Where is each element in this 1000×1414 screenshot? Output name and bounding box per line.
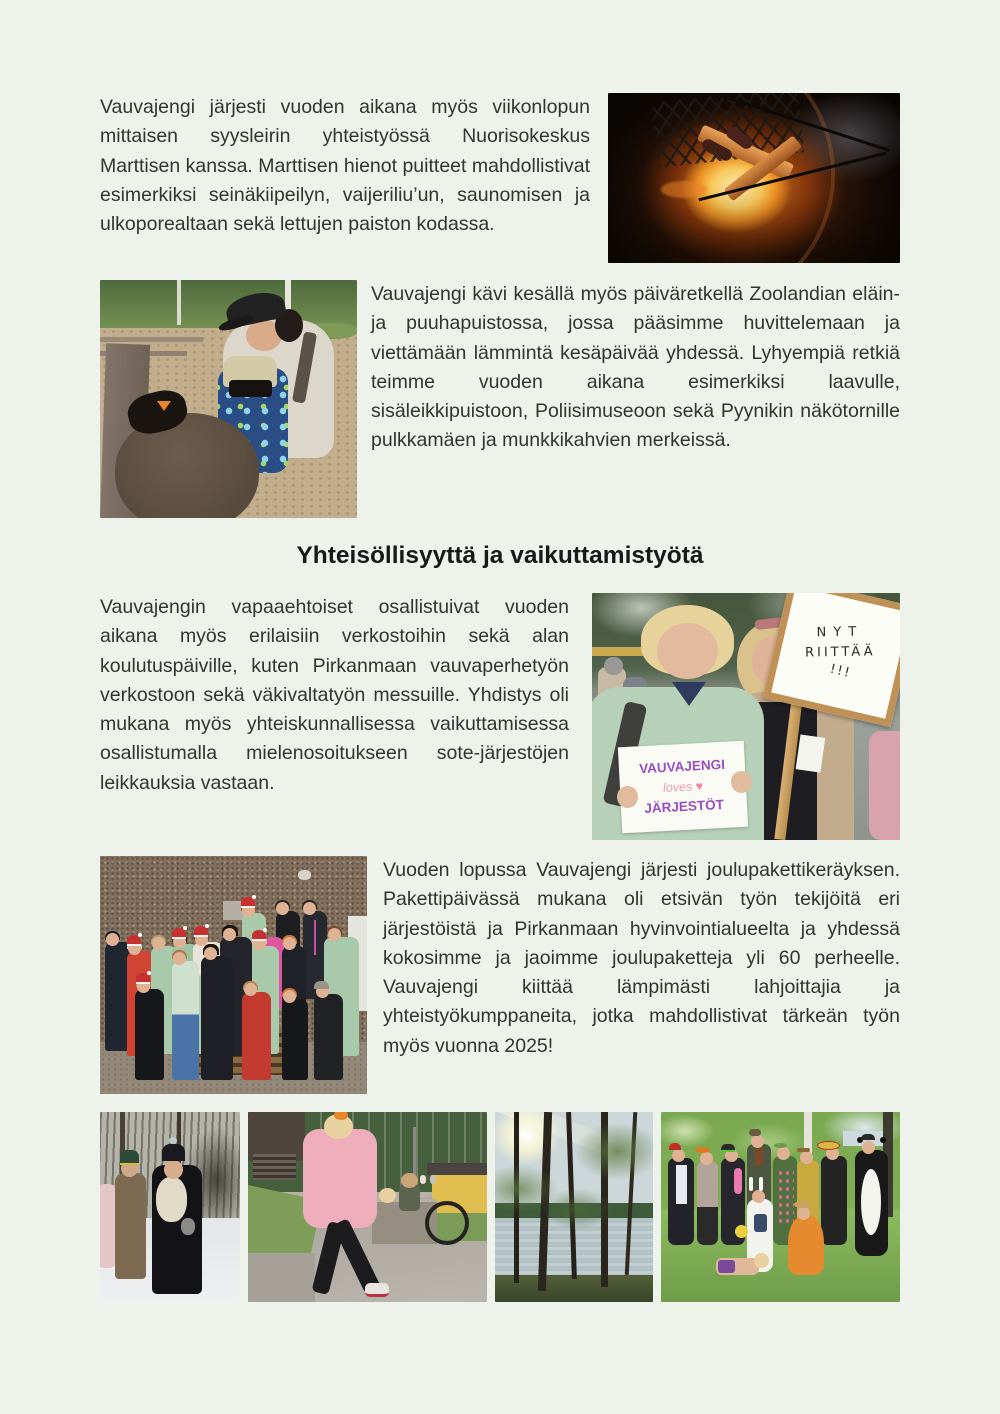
group-figure (314, 994, 343, 1080)
costume-group-photo (661, 1112, 900, 1302)
placard-line1: NYT (816, 624, 864, 641)
distant-walker-shape (430, 1175, 436, 1185)
placard-text (805, 622, 877, 682)
kid-head-shape (401, 1173, 418, 1188)
sneaker-shape (365, 1283, 389, 1297)
distant-walker-shape (420, 1175, 426, 1185)
green-beanie-shape (120, 1150, 140, 1165)
house-roof-shape (427, 1163, 487, 1174)
birch-trunk-shape (177, 280, 181, 325)
christmas-paragraph: Vuoden lopussa Vauvajengi järjesti joulupakettikeräyksen. Pakettipäivässä mukana oli etsivän työn tekijöitä eri järjestöistä ja Pirkanmaan hyvinvointialueelta ja yhdessä kokosimme ja jaoimme joulupaketteja yli 60 perheelle. Vauvajengi kiittää lämpimästi lahjoittajia ja yhteistyökumppaneita, jotka mahdollistivat tärkeän työn myös vuonna 2025! (383, 859, 900, 1057)
winter-walk-photo (100, 1112, 240, 1302)
petting-zoo-photo (100, 280, 357, 518)
costume-figure (821, 1156, 847, 1245)
heart-glyph: ♥ (695, 778, 704, 793)
deck-stairs-shape (253, 1154, 296, 1181)
pink-bystander-shape (869, 731, 900, 840)
figure-pink-coat-shape (100, 1184, 117, 1268)
storefront-sign-shape (592, 647, 644, 656)
lying-head-shape (754, 1253, 768, 1268)
group-figure (172, 961, 199, 1080)
figure-brown-coat-shape (115, 1173, 146, 1279)
love-sign-line2: loves ♥ (662, 778, 704, 795)
love-sign (618, 740, 749, 833)
costume-figure (668, 1158, 694, 1245)
kid-torso-shape (399, 1184, 421, 1211)
zoolandia-paragraph: Vauvajengi kävi kesällä myös päiväretkellä Zoolandian eläin- ja puuhapuistossa, jossa pääsimme huvittelemaan ja viettämään lämmintä kesäpäivää yhdessä. Lyhyempiä retkiä teimme vuoden aikana esimerkiksi laavulle, sisäleikkipuistoon, Poliisimuseoon sekä Pyynikin näkötornille pulkkamäen ja munkkikahvien merkeissä. (371, 283, 900, 452)
foliage-shape (574, 1123, 653, 1180)
hand-shape (731, 771, 753, 793)
group-figure (201, 956, 233, 1080)
autumn-camp-paragraph: Vauvajengi järjesti vuoden aikana myös viikonlopun mittaisen syysleirin yhteistyössä Nuorisokeskus Marttisen kanssa. Marttisen hienot puitteet mahdollistivat esimerkiksi seinäkiipeilyn, vaijeriliu’un, saunomisen ja ulkoporealtaan sekä lettujen paiston kodassa. (100, 96, 590, 236)
crowd-head-shape (604, 657, 622, 674)
group-figure (242, 992, 271, 1080)
christmas-team-photo (100, 856, 367, 1094)
love-sign-line3: JÄRJESTÖT (643, 796, 724, 816)
costume-figure-poncho (788, 1215, 824, 1276)
community-heading: Yhteisöllisyyttä ja vaikuttamistyötä (296, 542, 704, 569)
costume-figure (697, 1161, 719, 1245)
photo-gallery (100, 1112, 900, 1302)
group-figure (135, 989, 164, 1079)
love-sign-line1: VAUVAJENGI (638, 756, 725, 776)
placard-line2: RIITTÄÄ (805, 643, 877, 660)
hand-shape (617, 786, 639, 808)
hair-bow-shape (334, 1112, 348, 1120)
costume-figure (855, 1150, 888, 1256)
section-zoolandia (100, 280, 900, 518)
section-autumn-camp (100, 93, 900, 263)
camera-shape (298, 870, 311, 880)
fence-rail-shape (100, 337, 203, 342)
baby-face-shade-shape (229, 380, 273, 397)
demonstration-photo (592, 593, 900, 840)
bandana-shape (672, 682, 706, 706)
community-paragraph: Vauvajengin vapaaehtoiset osallistuivat vuoden aikana myös erilaisiin verkostoihin sekä alan koulutuspäiville, kuten Pirkanmaan vauvaperhetyön verkostoon sekä väkivaltatyön messuille. Yhdistys oli mukana myös yhteiskunnallisessa vaikuttamisessa osallistumalla mielenosoitukseen sote-järjestöjen leikkauksia vastaan. (100, 596, 569, 794)
foliage-shape (542, 1188, 613, 1230)
black-beanie-shape (162, 1144, 186, 1161)
foreground-bank-shape (495, 1275, 653, 1302)
placard-line3: !!! (828, 661, 854, 681)
puffer-scarf-shape (156, 1177, 187, 1223)
cart-wheel-shape (425, 1201, 469, 1245)
sheep-ear-tag-shape (157, 401, 171, 411)
campfire-photo (608, 93, 900, 263)
gravel-corner-shape (248, 1253, 315, 1302)
cart-ride-photo (248, 1112, 487, 1302)
section-christmas (100, 856, 900, 1094)
puffer-face-shape (164, 1160, 182, 1179)
lake-forest-photo (495, 1112, 653, 1302)
lying-shorts-shape (718, 1260, 735, 1273)
group-figure (282, 999, 309, 1080)
section-community (100, 593, 900, 840)
adult-pink-jacket-shape (303, 1129, 377, 1228)
